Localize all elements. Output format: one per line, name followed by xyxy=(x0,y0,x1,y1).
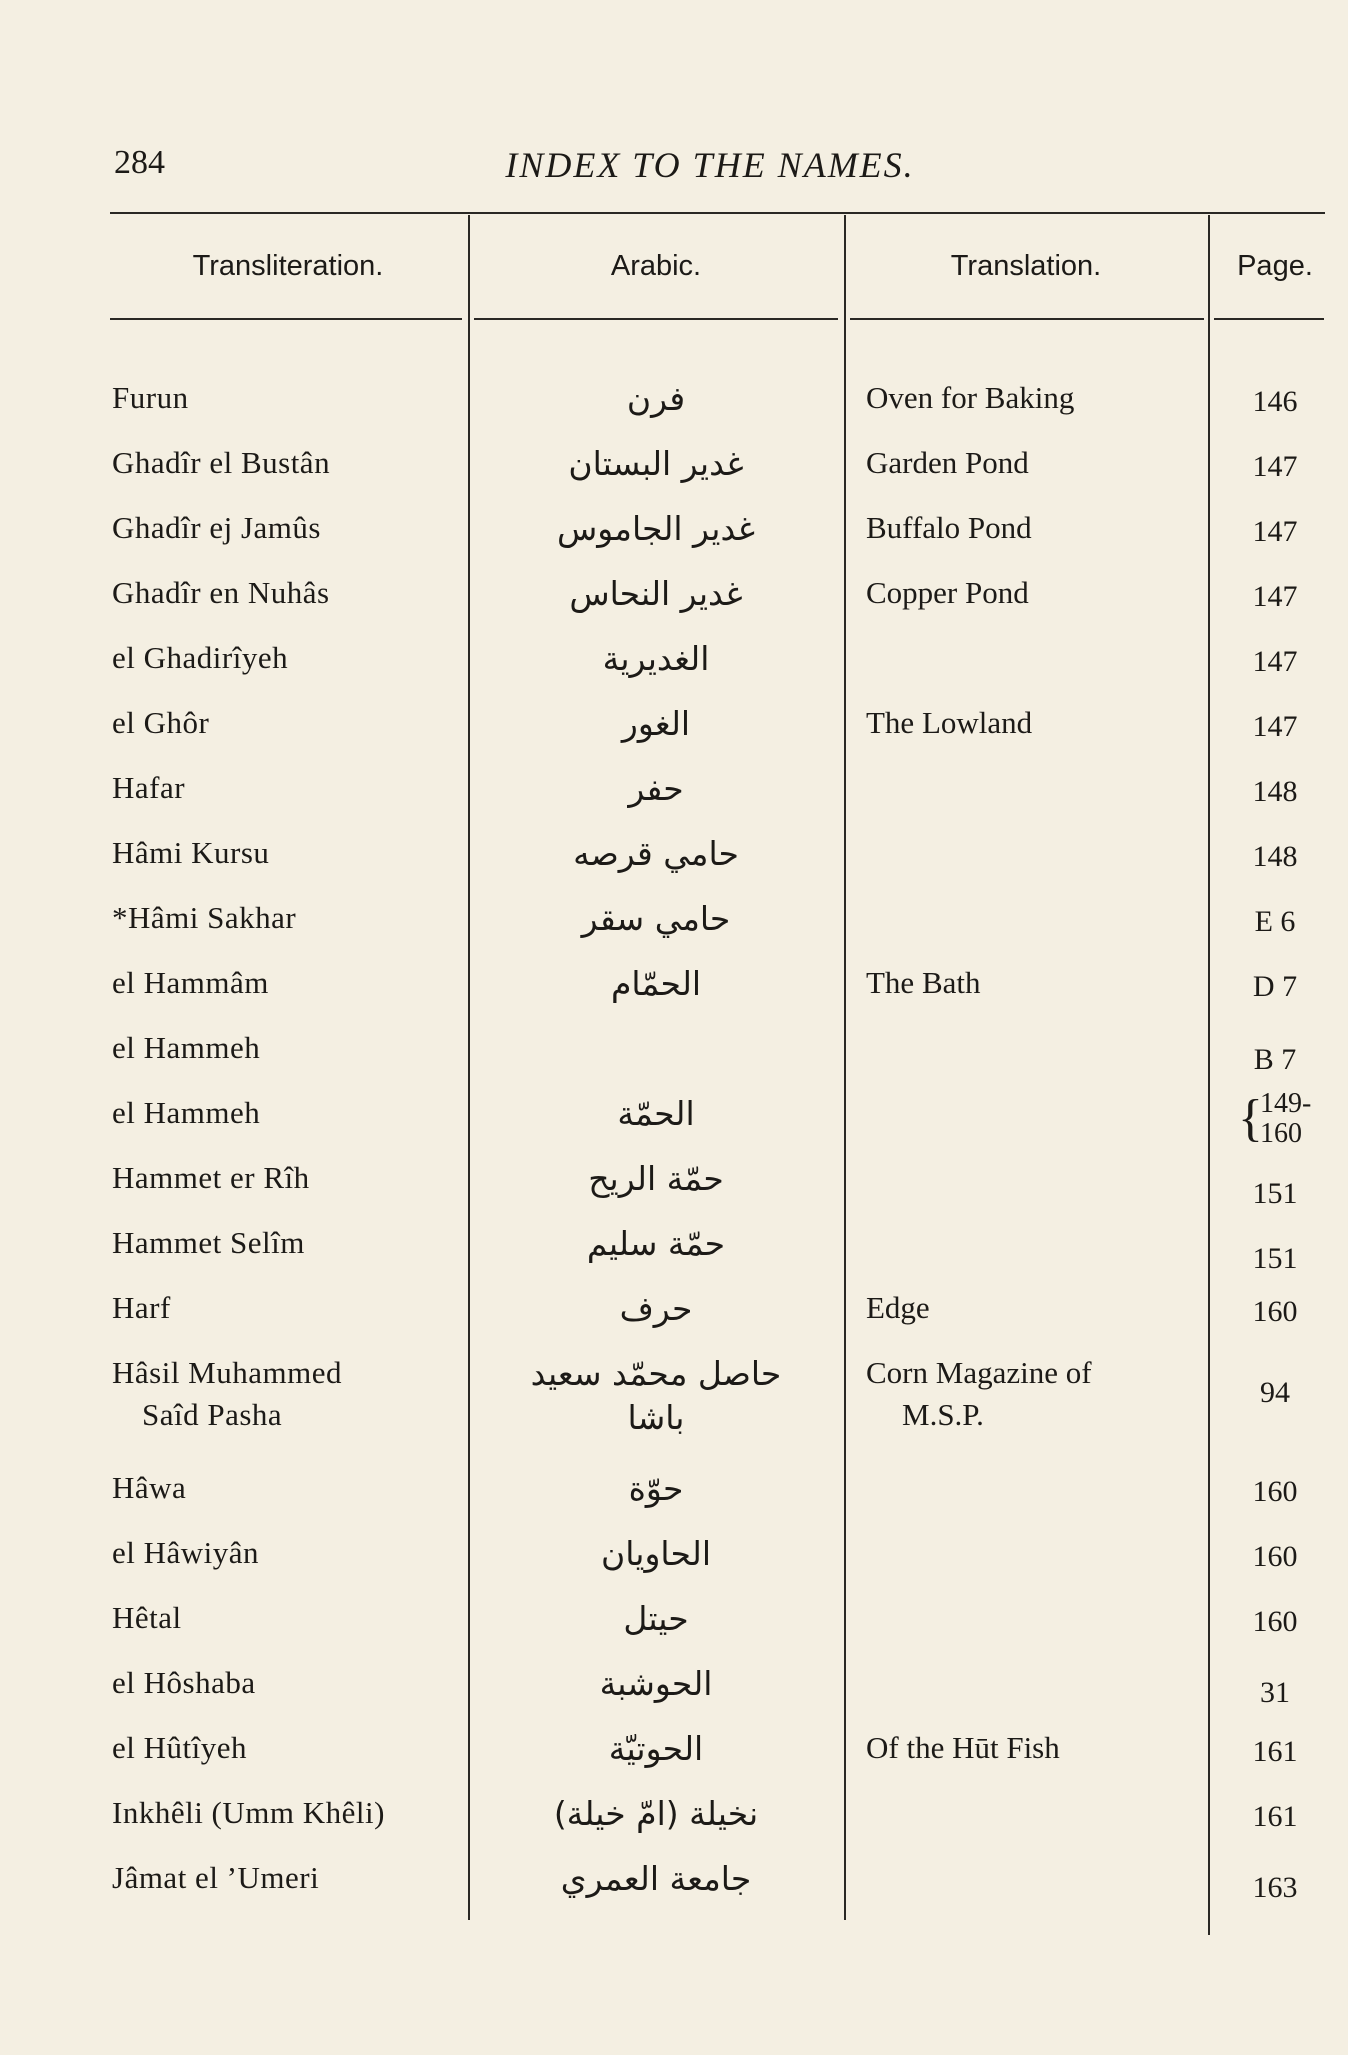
arabic-cell: غدير البستان xyxy=(568,444,744,483)
page-cell: 160 xyxy=(1252,1295,1298,1328)
translation-cell: Corn Magazine of xyxy=(866,1355,1092,1390)
arabic-cell: حمّة الريح xyxy=(588,1159,724,1198)
arabic-cell: حامي قرصه xyxy=(573,834,739,873)
column-header-translation: Translation. xyxy=(950,250,1102,282)
page-cell: 147 xyxy=(1252,710,1298,743)
transliteration-cell: *Hâmi Sakhar xyxy=(112,900,297,935)
transliteration-cell: Hêtal xyxy=(112,1600,182,1635)
table-row xyxy=(0,965,1348,1029)
translation-cell-continued: M.S.P. xyxy=(902,1397,984,1432)
arabic-cell: حاصل محمّد سعيد xyxy=(530,1354,782,1393)
column-header-arabic: Arabic. xyxy=(610,250,702,282)
page-header xyxy=(110,140,1310,190)
page-cell: 148 xyxy=(1252,840,1298,873)
page-cell: D 7 xyxy=(1252,970,1298,1003)
translation-cell: Of the Hūt Fish xyxy=(866,1730,1060,1765)
arabic-cell-continued: باشا xyxy=(627,1398,685,1437)
arabic-cell: جامعة العمري xyxy=(560,1859,752,1898)
translation-cell: Oven for Baking xyxy=(866,380,1075,415)
table-row xyxy=(0,640,1348,704)
transliteration-cell: Inkhêli (Umm Khêli) xyxy=(112,1795,385,1830)
column-header-page: Page. xyxy=(1237,250,1313,282)
table-row xyxy=(0,510,1348,574)
arabic-cell: الغديرية xyxy=(602,639,710,678)
page-cell: 31 xyxy=(1260,1676,1290,1709)
page-cell: 147 xyxy=(1252,645,1298,678)
translation-cell: Edge xyxy=(866,1290,930,1325)
arabic-cell: الحمّام xyxy=(610,964,702,1003)
arabic-cell: الحمّة xyxy=(617,1094,695,1133)
translation-cell: Garden Pond xyxy=(866,445,1029,480)
page-cell: B 7 xyxy=(1253,1043,1297,1076)
transliteration-cell: Hâwa xyxy=(112,1470,187,1505)
table-row xyxy=(0,1355,1348,1465)
arabic-cell: حوّة xyxy=(628,1469,684,1508)
page-cell: 160 xyxy=(1252,1540,1298,1573)
table-row xyxy=(0,1600,1348,1664)
arabic-cell: الغور xyxy=(621,704,691,743)
page-number: 284 xyxy=(114,144,165,181)
transliteration-cell: el Ghadirîyeh xyxy=(112,640,289,675)
arabic-cell: غدير الجاموس xyxy=(556,509,756,548)
page-cell: 151 xyxy=(1252,1177,1298,1210)
transliteration-cell: Harf xyxy=(112,1290,171,1325)
table-row xyxy=(0,1860,1348,1924)
transliteration-cell: el Hammeh xyxy=(112,1095,261,1130)
transliteration-cell: Hafar xyxy=(112,770,186,805)
arabic-cell: حامي سقر xyxy=(581,899,731,938)
transliteration-cell: Furun xyxy=(112,380,189,415)
page-cell: 94 xyxy=(1260,1376,1290,1409)
table-row xyxy=(0,1088,1348,1159)
table-row xyxy=(0,1160,1348,1224)
page-cell: 161 xyxy=(1252,1800,1298,1833)
header-rule-1 xyxy=(110,318,462,320)
top-rule xyxy=(110,212,1325,214)
transliteration-cell: Ghadîr en Nuhâs xyxy=(112,575,330,610)
transliteration-cell: el Hûtîyeh xyxy=(112,1730,247,1765)
transliteration-cell: Jâmat el ’Umeri xyxy=(112,1860,320,1895)
table-row xyxy=(0,1730,1348,1794)
translation-cell: The Bath xyxy=(866,965,981,1000)
table-row xyxy=(0,445,1348,509)
arabic-cell: الحوتيّة xyxy=(608,1729,704,1768)
page-cell: 160 xyxy=(1252,1605,1298,1638)
table-row xyxy=(0,1225,1348,1289)
table-row xyxy=(0,1795,1348,1859)
arabic-cell: حيتل xyxy=(623,1599,689,1638)
brace-icon: { xyxy=(1238,1090,1263,1147)
table-row xyxy=(0,380,1348,444)
transliteration-cell: el Hâwiyân xyxy=(112,1535,260,1570)
arabic-cell: حمّة سليم xyxy=(586,1224,726,1263)
page-cell: 148 xyxy=(1252,775,1298,808)
table-row xyxy=(0,705,1348,769)
arabic-cell: الحاويان xyxy=(601,1534,711,1573)
page-cell: 147 xyxy=(1252,450,1298,483)
arabic-cell: الحوشبة xyxy=(599,1664,713,1703)
page-range-end: 160 xyxy=(1260,1118,1302,1149)
transliteration-cell: el Hammâm xyxy=(112,965,269,1000)
table-row xyxy=(0,1030,1348,1094)
transliteration-cell: Ghadîr el Bustân xyxy=(112,445,331,480)
page-cell: E 6 xyxy=(1254,905,1296,938)
page-cell: 163 xyxy=(1252,1871,1298,1904)
arabic-cell: حرف xyxy=(619,1289,693,1328)
header-rule-4 xyxy=(1214,318,1324,320)
transliteration-cell-continued: Saîd Pasha xyxy=(142,1397,283,1432)
page-cell: 161 xyxy=(1252,1735,1298,1768)
transliteration-cell: Hâsil Muhammed xyxy=(112,1355,342,1390)
translation-cell: The Lowland xyxy=(866,705,1033,740)
table-row xyxy=(0,1535,1348,1599)
page-range-start: 149- xyxy=(1260,1088,1312,1119)
header-rule-2 xyxy=(474,318,838,320)
column-header-transliteration: Transliteration. xyxy=(192,250,384,282)
arabic-cell: نخيلة (امّ خيلة) xyxy=(553,1794,759,1833)
translation-cell: Buffalo Pond xyxy=(866,510,1032,545)
running-title: INDEX TO THE NAMES. xyxy=(505,145,915,185)
page-cell: 160 xyxy=(1252,1475,1298,1508)
table-row xyxy=(0,1290,1348,1354)
arabic-cell: فرن xyxy=(626,379,686,418)
table-row xyxy=(0,575,1348,639)
transliteration-cell: Hammet Selîm xyxy=(112,1225,305,1260)
transliteration-cell: Ghadîr ej Jamûs xyxy=(112,510,321,545)
transliteration-cell: el Hammeh xyxy=(112,1030,261,1065)
table-row xyxy=(0,835,1348,899)
page-cell: 147 xyxy=(1252,515,1298,548)
table-row xyxy=(0,1470,1348,1534)
arabic-cell: حفر xyxy=(628,769,684,808)
transliteration-cell: Hammet er Rîh xyxy=(112,1160,310,1195)
transliteration-cell: el Ghôr xyxy=(112,705,210,740)
page-cell: 147 xyxy=(1252,580,1298,613)
page-cell: 146 xyxy=(1252,385,1298,418)
translation-cell: Copper Pond xyxy=(866,575,1029,610)
page-cell: 151 xyxy=(1252,1242,1298,1275)
table-row xyxy=(0,1665,1348,1729)
arabic-cell: غدير النحاس xyxy=(569,574,743,613)
header-rule-3 xyxy=(850,318,1204,320)
table-row xyxy=(0,900,1348,964)
transliteration-cell: el Hôshaba xyxy=(112,1665,256,1700)
table-row xyxy=(0,770,1348,834)
transliteration-cell: Hâmi Kursu xyxy=(112,835,270,870)
